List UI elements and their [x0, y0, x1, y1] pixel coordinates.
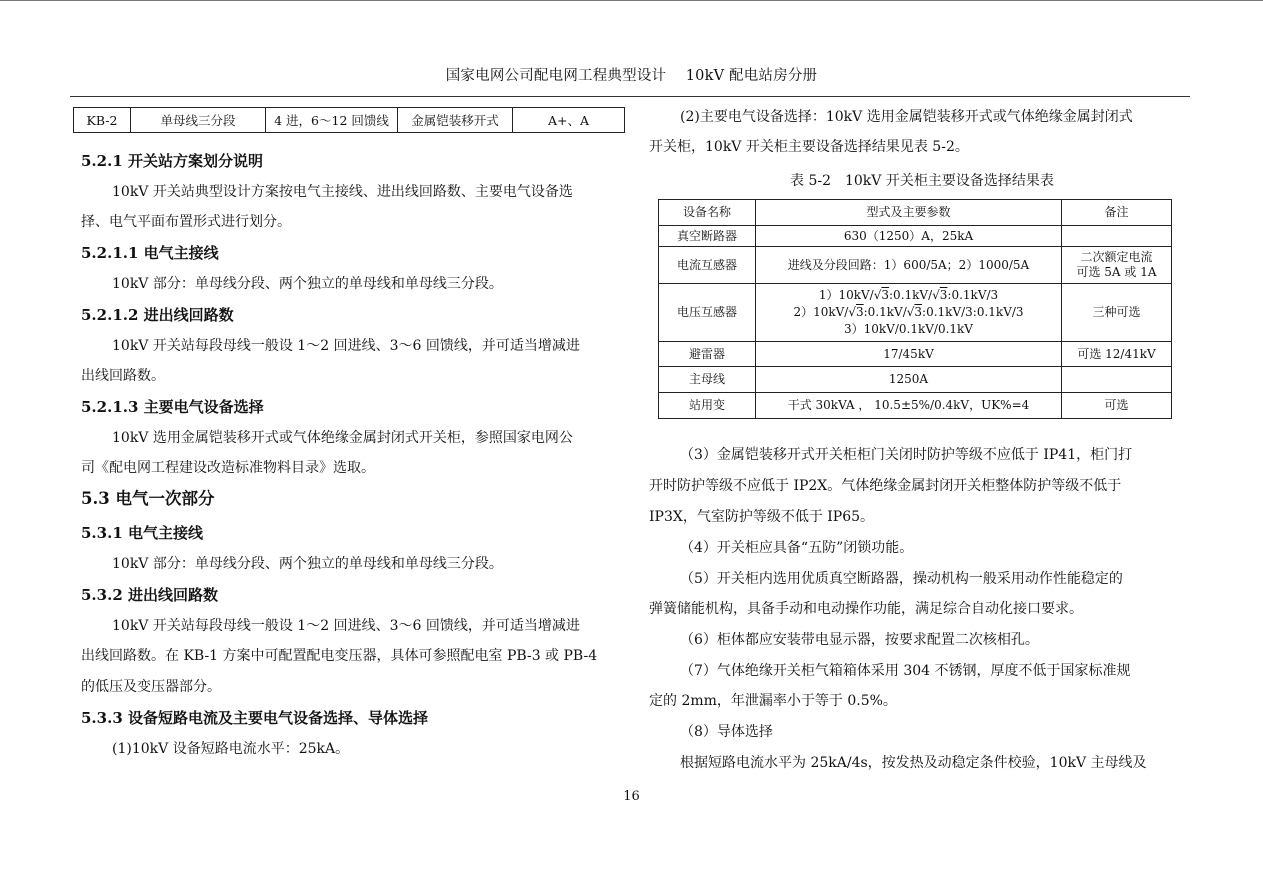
paragraph-line: （7）气体绝缘开关柜气箱箱体采用 304 不锈钢，厚度不低于国家标准规 — [680, 663, 1131, 679]
table-cell: 主母线 — [659, 367, 756, 393]
paragraph-line: 开关柜，10kV 开关柜主要设备选择结果见表 5-2。 — [649, 139, 969, 155]
table-header-row — [659, 200, 1172, 226]
paragraph-line: 根据短路电流水平为 25kA/4s，按发热及动稳定条件校验，10kV 主母线及 — [680, 755, 1147, 771]
table-row — [659, 367, 1172, 393]
paragraph-line: 定的 2mm，年泄漏率小于等于 0.5%。 — [649, 693, 897, 709]
section-heading: 5.3.3 设备短路电流及主要电气设备选择、导体选择 — [81, 709, 428, 727]
section-heading: 5.2.1.2 进出线回路数 — [81, 306, 234, 324]
page-number: 16 — [623, 789, 640, 804]
paragraph-line: 10kV 开关站每段母线一般设 1～2 回进线、3～6 回馈线，并可适当增减进 — [112, 338, 580, 354]
paragraph-line: （3）金属铠装移开式开关柜柜门关闭时防护等级不应低于 IP41，柜门打 — [680, 447, 1133, 463]
table-cell — [1062, 247, 1172, 284]
paragraph-line: 10kV 部分：单母线分段、两个独立的单母线和单母线三分段。 — [112, 276, 503, 292]
column-header: 型式及主要参数 — [756, 200, 1062, 226]
table-row — [659, 247, 1172, 284]
paragraph-line: (1)10kV 设备短路电流水平：25kA。 — [112, 741, 350, 757]
table-cell: 三种可选 — [1062, 284, 1172, 342]
section-heading: 5.2.1.1 电气主接线 — [81, 244, 219, 262]
table-cell: 4 进，6～12 回馈线 — [266, 108, 398, 133]
table-cell: 干式 30kVA ， 10.5±5%/0.4kV，UK%=4 — [756, 393, 1062, 419]
equipment-selection-table — [658, 199, 1172, 419]
paragraph-line: 10kV 选用金属铠装移开式或气体绝缘金属封闭式开关柜，参照国家电网公 — [112, 430, 573, 446]
paragraph-line: 10kV 开关站典型设计方案按电气主接线、进出线回路数、主要电气设备选 — [112, 184, 573, 200]
paragraph-line: IP3X，气室防护等级不低于 IP65。 — [649, 509, 875, 525]
table-cell: 单母线三分段 — [131, 108, 266, 133]
table-cell: 真空断路器 — [659, 226, 756, 247]
vt-option-2: 2）10kV/√3:0.1kV/√3:0.1kV/3:0.1kV/3 — [793, 305, 1024, 319]
vt-option-1: 1）10kV/√3:0.1kV/√3:0.1kV/3 — [818, 288, 999, 302]
table-cell — [756, 284, 1062, 342]
table-row — [659, 393, 1172, 419]
kb-scheme-table — [73, 107, 625, 133]
column-header: 备注 — [1062, 200, 1172, 226]
paragraph-line: （6）柜体都应安装带电显示器，按要求配置二次核相孔。 — [680, 632, 1039, 648]
table-caption: 表 5-2 10kV 开关柜主要设备选择结果表 — [790, 173, 1054, 189]
page-header: 国家电网公司配电网工程典型设计 10kV 配电站房分册 — [445, 68, 818, 84]
table-cell — [1062, 367, 1172, 393]
page-top-border — [0, 0, 1263, 1]
paragraph-line: 10kV 部分：单母线分段、两个独立的单母线和单母线三分段。 — [112, 556, 503, 572]
paragraph-line: 出线回路数。在 KB-1 方案中可配置配电变压器，具体可参照配电室 PB-3 或 PB-4 — [81, 648, 598, 664]
paragraph-line: 10kV 开关站每段母线一般设 1～2 回进线、3～6 回馈线，并可适当增减进 — [112, 618, 580, 634]
paragraph-line: （5）开关柜内选用优质真空断路器，操动机构一般采用动作性能稳定的 — [680, 571, 1123, 587]
table-row — [659, 226, 1172, 247]
table-cell: 电流互感器 — [659, 247, 756, 284]
section-heading: 5.2.1 开关站方案划分说明 — [81, 152, 263, 170]
paragraph-line: （4）开关柜应具备“五防”闭锁功能。 — [680, 540, 914, 556]
paragraph-line: 开时防护等级不应低于 IP2X。气体绝缘金属封闭开关柜整体防护等级不低于 — [649, 478, 1122, 494]
column-header: 设备名称 — [659, 200, 756, 226]
table-row — [659, 342, 1172, 367]
section-heading: 5.3.1 电气主接线 — [81, 524, 203, 542]
vt-option-3: 3）10kV/0.1kV/0.1kV — [844, 322, 973, 336]
table-row — [74, 108, 625, 133]
table-cell: 进线及分段回路：1）600/5A；2）1000/5A — [756, 247, 1062, 284]
table-cell: 17/45kV — [756, 342, 1062, 367]
table-cell — [1062, 226, 1172, 247]
table-cell: 站用变 — [659, 393, 756, 419]
paragraph-line: 择、电气平面布置形式进行划分。 — [81, 214, 291, 230]
table-cell: 金属铠装移开式 — [398, 108, 513, 133]
note-line: 可选 5A 或 1A — [1076, 265, 1157, 279]
table-cell: 1250A — [756, 367, 1062, 393]
table-cell: 630（1250）A，25kA — [756, 226, 1062, 247]
table-cell: 电压互感器 — [659, 284, 756, 342]
section-heading: 5.3.2 进出线回路数 — [81, 586, 218, 604]
note-line: 二次额定电流 — [1080, 250, 1153, 264]
paragraph-line: (2)主要电气设备选择：10kV 选用金属铠装移开式或气体绝缘金属封闭式 — [680, 109, 1133, 125]
paragraph-line: 司《配电网工程建设改造标准物料目录》选取。 — [81, 460, 375, 476]
table-row — [659, 284, 1172, 342]
chapter-heading: 5.3 电气一次部分 — [81, 489, 215, 508]
table-cell: 避雷器 — [659, 342, 756, 367]
paragraph-line: （8）导体选择 — [680, 724, 773, 740]
paragraph-line: 弹簧储能机构，具备手动和电动操作功能，满足综合自动化接口要求。 — [649, 601, 1083, 617]
table-cell: 可选 12/41kV — [1062, 342, 1172, 367]
paragraph-line: 的低压及变压器部分。 — [81, 679, 221, 695]
header-rule — [70, 96, 1190, 97]
table-cell: A+、A — [513, 108, 625, 133]
table-cell: KB-2 — [74, 108, 131, 133]
section-heading: 5.2.1.3 主要电气设备选择 — [81, 398, 264, 416]
paragraph-line: 出线回路数。 — [81, 368, 165, 384]
table-cell: 可选 — [1062, 393, 1172, 419]
